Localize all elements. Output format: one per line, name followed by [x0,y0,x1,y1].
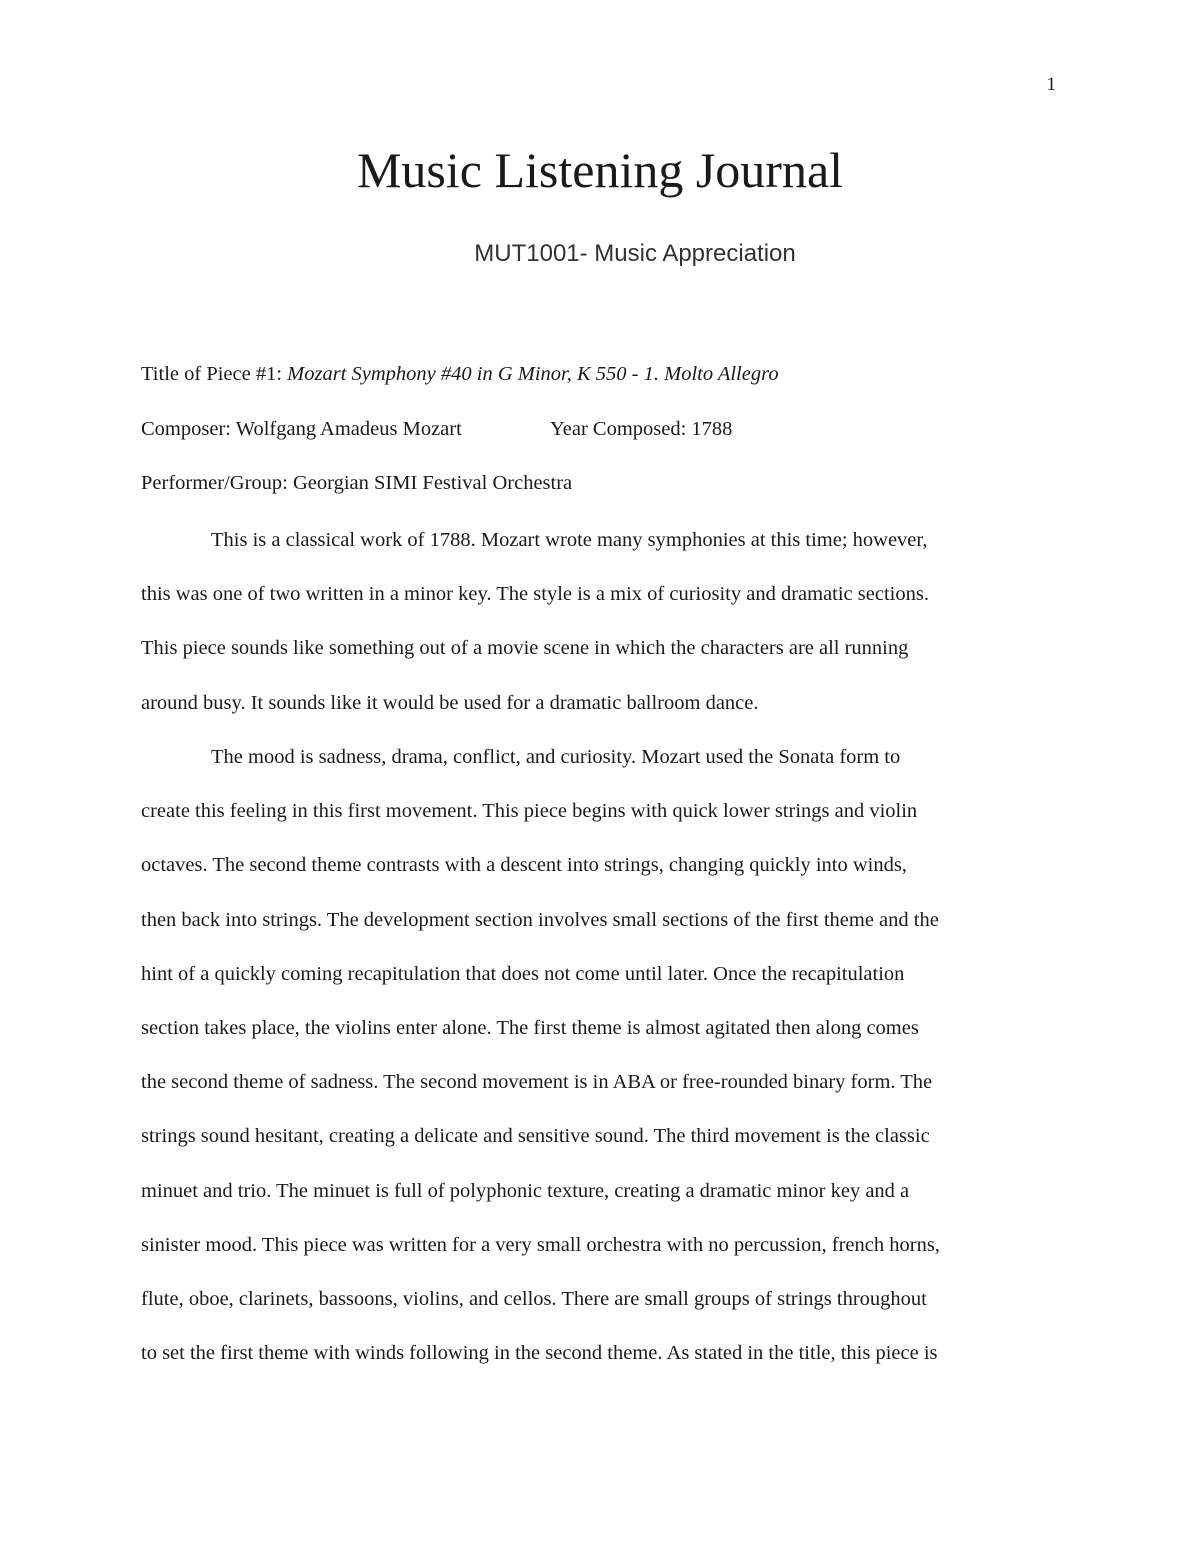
performer-line [141,472,572,495]
performer-value: Georgian SIMI Festival Orchestra [293,472,573,494]
composer-line [141,418,733,441]
paragraph-line: then back into strings. The development section involves small sections of the first theme and the [141,908,939,931]
composer-label: Composer: [141,418,231,440]
paragraph-line: octaves. The second theme contrasts with a descent into strings, changing quickly into winds, [141,854,907,877]
paragraph-line: This piece sounds like something out of a movie scene in which the characters are all running [141,637,909,660]
paragraph-line: to set the first theme with winds following in the second theme. As stated in the title, this piece is [141,1342,938,1365]
composer-value: Wolfgang Amadeus Mozart [235,418,462,440]
paragraph-line: strings sound hesitant, creating a delicate and sensitive sound. The third movement is the classic [141,1125,930,1148]
paragraph-2 [141,730,1061,1380]
paragraph-line: The mood is sadness, drama, conflict, and curiosity. Mozart used the Sonata form to [211,746,901,768]
paragraph-line: this was one of two written in a minor key. The style is a mix of curiosity and dramatic sections. [141,583,929,606]
year-composed [550,418,732,441]
piece-title-line [141,363,779,386]
year-label: Year Composed: [550,418,687,440]
paragraph-1 [141,513,1061,730]
paragraph-line: the second theme of sadness. The second movement is in ABA or free-rounded binary form. The [141,1071,933,1094]
paragraph-line: This is a classical work of 1788. Mozart wrote many symphonies at this time; however, [211,529,928,551]
paragraph-line: minuet and trio. The minuet is full of polyphonic texture, creating a dramatic minor key and a [141,1179,910,1202]
performer-label: Performer/Group: [141,472,288,494]
paragraph-line: hint of a quickly coming recapitulation that does not come until later. Once the recapitulation [141,962,905,985]
document-title: Music Listening Journal [356,142,844,198]
paragraph-line: around busy. It sounds like it would be used for a dramatic ballroom dance. [141,691,759,714]
paragraph-line: sinister mood. This piece was written for a very small orchestra with no percussion, french horns, [141,1233,940,1256]
page-number: 1 [1046,74,1056,95]
paragraph-line: create this feeling in this first movement. This piece begins with quick lower strings and violin [141,800,918,823]
course-subtitle: MUT1001- Music Appreciation [474,240,796,267]
paragraph-line: section takes place, the violins enter alone. The first theme is almost agitated then along comes [141,1017,919,1040]
piece-title-value: Mozart Symphony #40 in G Minor, K 550 - 1. Molto Allegro [287,363,779,385]
piece-title-label: Title of Piece #1: [141,363,283,385]
paragraph-line: flute, oboe, clarinets, bassoons, violins, and cellos. There are small groups of strings throughout [141,1288,927,1311]
year-value: 1788 [691,418,733,440]
